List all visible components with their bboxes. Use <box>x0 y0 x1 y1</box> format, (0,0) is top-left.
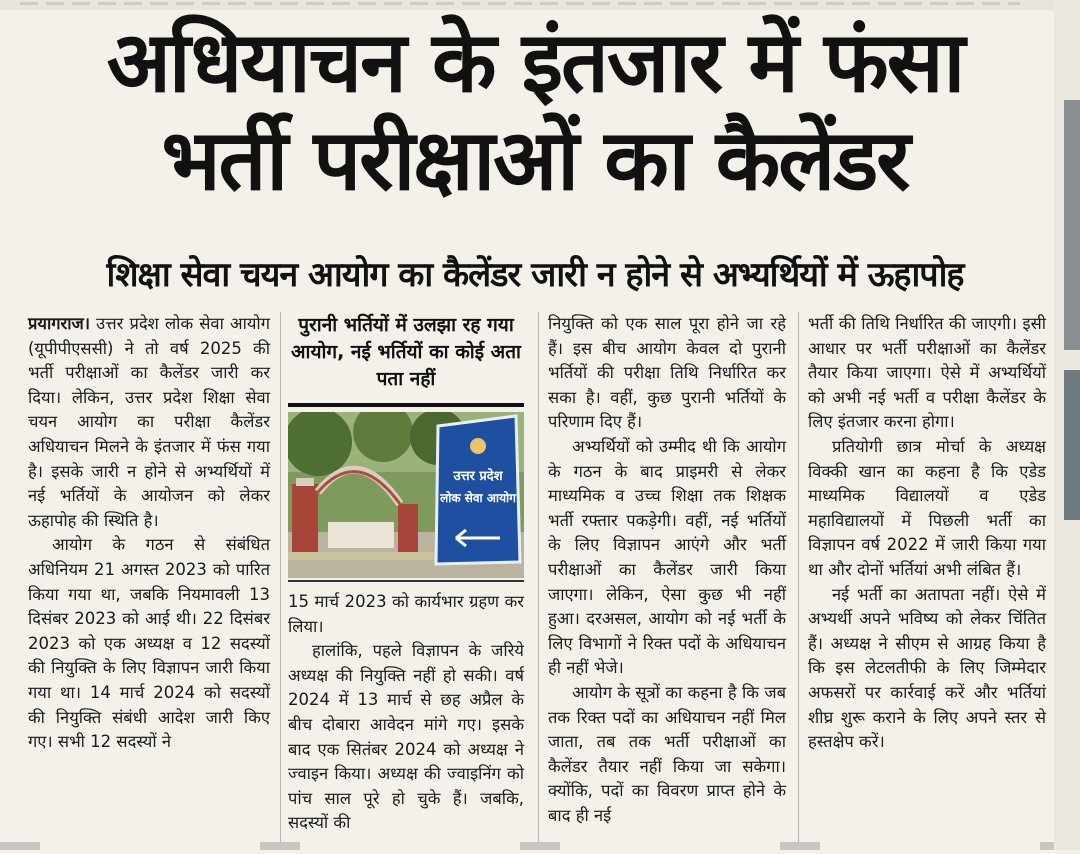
sign-text-line-2: लोक सेवा आयोग <box>440 491 516 505</box>
sign-text-line-1: उत्तर प्रदेश <box>453 469 503 484</box>
paragraph: भर्ती की तिथि निर्धारित की जाएगी। इसी आधार पर भर्ती परीक्षाओं का कैलेंडर तैयार किया जाएगा। ऐसे में अभ्यर्थियों को अभी नई भर्ती व परीक्षा कैलेंडर के लिए इंतजार करना होगा। <box>808 314 1046 432</box>
paragraph: 15 मार्च 2023 को कार्यभार ग्रहण कर लिया। <box>288 592 524 636</box>
adjacent-photo-strip <box>1054 0 1080 850</box>
paragraph: अभ्यर्थियों को उम्मीद थी कि आयोग के गठन के बाद प्राइमरी से लेकर माध्यमिक व उच्च शिक्षा तक शिक्षक भर्ती रफ्तार पकड़ेगी। वहीं, नई भर्तियों के लिए विज्ञापन आएंगे और भर्ती परीक्षाओं का कैलेंडर जारी किया जाएगा। लेकिन, ऐसा कुछ भी नहीं हुआ। दरअसल, आयोग को नई भर्ती के लिए विभागों ने रिक्त पदों के अधियाचन ही नहीं भेजे। <box>548 436 786 678</box>
paragraph: नई भर्ती का अतापता नहीं। ऐसे में अभ्यर्थी अपने भविष्य को लेकर चिंतित हैं। अध्यक्ष ने सीएम से आग्रह किया है कि इस लेटलतीफी के लिए जिम्मेदार अफसरों पर कार्रवाई करें और भर्तियां शीघ्र शुरू कराने के लिए अपने स्तर से हस्तक्षेप करें। <box>808 584 1046 752</box>
article-column-4 <box>808 312 1046 755</box>
paragraph: आयोग के सूत्रों का कहना है कि जब तक रिक्त पदों का अधियाचन नहीं मिल जाता, तब तक भर्ती परीक्षाओं का कैलेंडर तैयार नहीं किया जा सकेगा। क्योंकि, पदों का विवरण प्राप्त होने के बाद ही नई <box>548 682 786 825</box>
photo-bottom-rule <box>288 580 524 582</box>
next-article-cut <box>0 842 1054 850</box>
paragraph: हालांकि, पहले विज्ञापन के जरिये अध्यक्ष की नियुक्ति नहीं हो सकी। वर्ष 2024 में 13 मार्च से छह अप्रैल के बीच दोबारा आवेदन मांगे गए। इसके बाद एक सितंबर 2024 को अध्यक्ष ने ज्वाइन किया। अध्यक्ष की ज्वाइनिंग को पांच साल पूरे हो चुके हैं। जबकि, सदस्यों की <box>288 641 524 833</box>
paragraph <box>28 312 270 533</box>
box-heading: पुरानी भर्तियों में उलझा रह गया आयोग, नई भर्तियों का कोई अता पता नहीं <box>291 314 521 390</box>
article-column-2 <box>288 590 524 836</box>
headline-line-2: भर्ती परीक्षाओं का कैलेंडर <box>161 111 909 209</box>
paragraph: आयोग के गठन से संबंधित अधिनियम 21 अगस्त 2023 को पारित किया गया था, जबकि नियमावली 13 दिसंबर 2023 को आई थी। 22 दिसंबर 2023 को एक अध्यक्ष व 12 सदस्यों की नियुक्ति के लिए विज्ञापन जारी किया गया था। 14 मार्च 2024 को सदस्यों की नियुक्ति संबंधी आदेश जारी किए गए। सभी 12 सदस्यों ने <box>28 535 270 752</box>
adjacent-article-cut <box>1054 0 1080 850</box>
commission-office-photo <box>288 412 524 578</box>
subheadline: शिक्षा सेवा चयन आयोग का कैलेंडर जारी न होने से अभ्यर्थियों में ऊहापोह <box>106 255 964 295</box>
paragraph-text: उत्तर प्रदेश लोक सेवा आयोग (यूपीपीएससी) ने तो वर्ष 2025 की भर्ती परीक्षाओं का कैलेंडर जारी कर दिया। लेकिन, उत्तर प्रदेश शिक्षा सेवा चयन आयोग का परीक्षा कैलेंडर अधियाचन मिलने के इंतजार में फंस गया है। इसके जारी न होने से अभ्यर्थियों में नई भर्तियों के आयोजन को लेकर ऊहापोह की स्थिति है। <box>28 314 270 530</box>
column-rule <box>280 312 281 842</box>
emblem-icon <box>470 438 486 454</box>
paragraph: नियुक्ति को एक साल पूरा होने जा रहे हैं। इस बीच आयोग केवल दो पुरानी भर्तियों की परीक्षा तिथि निर्धारित कर सका है। वहीं, कुछ पुरानी भर्तियों के परिणाम दिए हैं। <box>548 314 786 432</box>
previous-article-cut <box>0 0 1080 10</box>
column-rule <box>538 312 539 842</box>
news-photo <box>288 412 524 578</box>
cut-text-line <box>20 2 1020 5</box>
headline-line-1: अधियाचन के इंतजार में फंसा <box>106 13 964 111</box>
box-heading-rule <box>288 403 524 407</box>
column-rule <box>798 312 799 842</box>
dateline: प्रयागराज। <box>28 314 91 333</box>
article-column-1 <box>28 312 270 755</box>
paragraph: प्रतियोगी छात्र मोर्चा के अध्यक्ष विक्की खान का कहना है कि एडेड माध्यमिक विद्यालयों व एडेड महाविद्यालयों में पिछली भर्ती का विज्ञापन वर्ष 2022 में जारी किया गया था और दोनों भर्तियां अभी लंबित हैं। <box>808 436 1046 579</box>
article-column-3 <box>548 312 786 828</box>
